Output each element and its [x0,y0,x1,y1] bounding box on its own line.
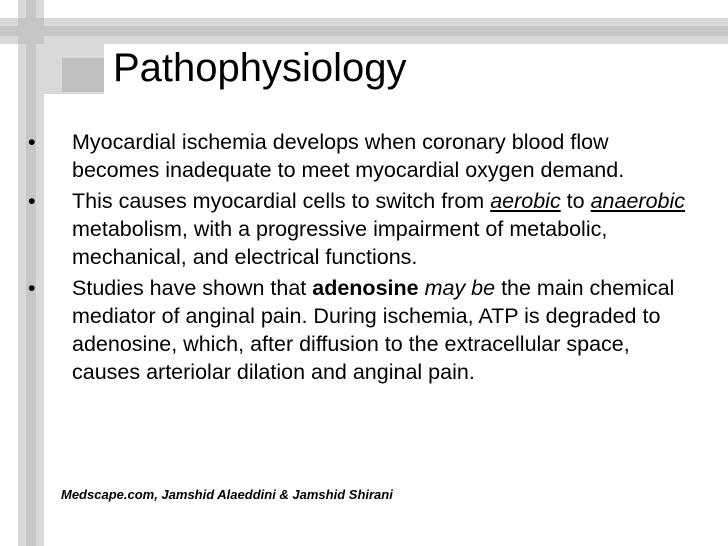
bullet-text: Studies have shown that [72,276,313,300]
bullet-text: the main chemical mediator of anginal pain. During ischemia, ATP is degraded to adenosine, which, after diffusion to the extracellular space, causes arteriolar dilation and anginal pain. [72,276,675,384]
bullet-list [26,128,694,389]
bullet-text: to [560,189,591,213]
slide-title: Pathophysiology [113,46,407,90]
term-anaerobic: anaerobic [590,189,686,213]
decorative-title-square-inner [62,58,104,92]
bullet-item-ischemia [26,128,694,184]
term-may-be: may be [424,276,496,300]
term-aerobic: aerobic [490,189,561,213]
bullet-text: This causes myocardial cells to switch from [72,189,491,213]
bullet-text: Myocardial ischemia develops when coronary blood flow becomes inadequate to meet myocardial oxygen demand. [72,130,625,182]
decorative-bar-intersection [18,18,44,44]
bullet-text: metabolism, with a progressive impairment of metabolic, mechanical, and electrical functions. [72,217,608,269]
decorative-horizontal-bar-inner [0,26,728,36]
bullet-item-adenosine [26,274,694,386]
source-citation: Medscape.com, Jamshid Alaeddini & Jamshid Shirani [61,487,393,502]
bullet-item-metabolism [26,187,694,271]
term-adenosine: adenosine [312,276,419,300]
